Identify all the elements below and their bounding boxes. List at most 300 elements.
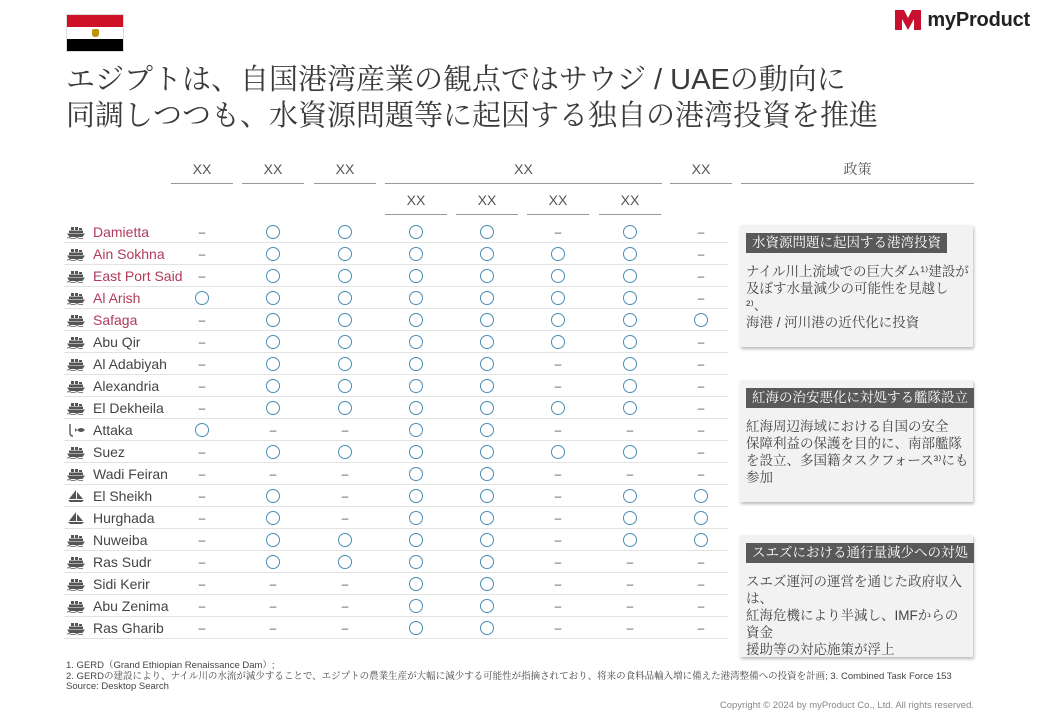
circle-icon [409, 379, 423, 393]
dash-text: – [626, 576, 634, 591]
dash-text: – [697, 576, 705, 591]
circle-icon [480, 423, 494, 437]
policy-card-suez [740, 535, 973, 657]
circle-mark-icon [253, 331, 293, 352]
policy-line: 保障利益の保護を目的に、南部艦隊 [746, 436, 962, 451]
dash-mark [538, 353, 578, 374]
circle-icon [623, 313, 637, 327]
table-row [64, 243, 728, 265]
circle-mark-icon [610, 507, 650, 528]
dash-mark [610, 595, 650, 616]
circle-mark-icon [467, 573, 507, 594]
policy-line: ナイル川上流域での巨大ダム¹⁾建設が [746, 264, 969, 279]
circle-icon [480, 621, 494, 635]
circle-mark-icon [396, 375, 436, 396]
circle-icon [409, 445, 423, 459]
circle-icon [480, 401, 494, 415]
port-name: Attaka [93, 422, 133, 438]
circle-icon [409, 247, 423, 261]
circle-mark-icon [253, 243, 293, 264]
circle-icon [338, 445, 352, 459]
circle-mark-icon [253, 507, 293, 528]
port-name: Ras Gharib [93, 620, 164, 636]
dash-text: – [198, 554, 206, 569]
circle-icon [623, 489, 637, 503]
table-row [64, 331, 728, 353]
circle-mark-icon [610, 397, 650, 418]
table-row [64, 397, 728, 419]
dash-text: – [697, 598, 705, 613]
dash-text: – [697, 246, 705, 261]
circle-mark-icon [253, 441, 293, 462]
flag-white-band [67, 27, 123, 39]
dash-text: – [198, 334, 206, 349]
dash-mark [538, 485, 578, 506]
column-header-3: XX [314, 156, 376, 184]
container-ship-icon [66, 445, 86, 459]
circle-icon [409, 313, 423, 327]
circle-mark-icon [610, 529, 650, 550]
circle-icon [623, 357, 637, 371]
dash-text: – [341, 488, 349, 503]
dash-text: – [341, 422, 349, 437]
table-row [64, 309, 728, 331]
port-name: Suez [93, 444, 125, 460]
circle-mark-icon [610, 243, 650, 264]
dash-text: – [697, 290, 705, 305]
circle-mark-icon [253, 287, 293, 308]
circle-icon [480, 577, 494, 591]
dash-text: – [341, 598, 349, 613]
circle-mark-icon [467, 463, 507, 484]
container-ship-icon [66, 599, 86, 613]
circle-icon [338, 247, 352, 261]
dash-mark [538, 507, 578, 528]
dash-text: – [269, 422, 277, 437]
dash-mark [610, 419, 650, 440]
circle-mark-icon [396, 595, 436, 616]
container-ship-icon [66, 621, 86, 635]
port-name: Safaga [93, 312, 138, 328]
circle-mark-icon [396, 353, 436, 374]
dash-text: – [198, 488, 206, 503]
sub-header-4: XX [599, 187, 661, 215]
dash-text: – [198, 532, 206, 547]
circle-mark-icon [253, 529, 293, 550]
table-row [64, 375, 728, 397]
circle-mark-icon [610, 221, 650, 242]
table-row [64, 419, 728, 441]
dash-text: – [198, 312, 206, 327]
circle-mark-icon [467, 331, 507, 352]
circle-icon [551, 247, 565, 261]
sub-header-1: XX [385, 187, 447, 215]
circle-icon [623, 269, 637, 283]
dash-mark [182, 617, 222, 638]
circle-icon [195, 423, 209, 437]
circle-icon [480, 335, 494, 349]
circle-mark-icon [467, 551, 507, 572]
circle-icon [480, 247, 494, 261]
container-ship-icon [66, 555, 86, 569]
dash-mark [182, 595, 222, 616]
dash-text: – [198, 620, 206, 635]
port-name: Nuweiba [93, 532, 148, 548]
policy-body-water [746, 263, 969, 331]
dash-mark [182, 463, 222, 484]
circle-mark-icon [182, 419, 222, 440]
circle-mark-icon [538, 441, 578, 462]
circle-icon [409, 423, 423, 437]
circle-icon [338, 357, 352, 371]
circle-mark-icon [325, 287, 365, 308]
circle-icon [623, 511, 637, 525]
myproduct-logo-icon [895, 10, 921, 30]
circle-icon [694, 511, 708, 525]
dash-text: – [697, 422, 705, 437]
column-header-2: XX [242, 156, 304, 184]
dash-mark [325, 595, 365, 616]
circle-icon [551, 445, 565, 459]
container-ship-icon [66, 335, 86, 349]
dash-mark [681, 265, 721, 286]
container-ship-icon [66, 379, 86, 393]
circle-icon [195, 291, 209, 305]
circle-mark-icon [396, 507, 436, 528]
dash-mark [681, 221, 721, 242]
circle-icon [266, 313, 280, 327]
dash-mark [538, 573, 578, 594]
circle-mark-icon [325, 397, 365, 418]
circle-icon [551, 335, 565, 349]
circle-mark-icon [325, 529, 365, 550]
dash-mark [538, 529, 578, 550]
circle-icon [266, 445, 280, 459]
dash-text: – [626, 466, 634, 481]
policy-column-header: 政策 [741, 156, 974, 184]
container-ship-icon [66, 577, 86, 591]
flag-emblem-icon [92, 29, 99, 37]
circle-icon [409, 577, 423, 591]
circle-mark-icon [538, 243, 578, 264]
circle-mark-icon [396, 551, 436, 572]
circle-icon [409, 225, 423, 239]
circle-mark-icon [610, 485, 650, 506]
circle-icon [338, 555, 352, 569]
title-line-1: エジプトは、自国港湾産業の観点ではサウジ / UAEの動向に [66, 64, 846, 96]
circle-mark-icon [467, 375, 507, 396]
circle-mark-icon [396, 397, 436, 418]
dash-mark [325, 617, 365, 638]
circle-icon [480, 357, 494, 371]
circle-icon [623, 291, 637, 305]
source-note: Source: Desktop Search [66, 681, 169, 692]
circle-mark-icon [325, 353, 365, 374]
dash-mark [253, 419, 293, 440]
circle-mark-icon [325, 309, 365, 330]
dash-text: – [697, 356, 705, 371]
dash-text: – [198, 598, 206, 613]
circle-icon [480, 489, 494, 503]
dash-mark [681, 463, 721, 484]
dash-text: – [626, 620, 634, 635]
table-row [64, 441, 728, 463]
dash-mark [610, 617, 650, 638]
circle-icon [694, 489, 708, 503]
circle-mark-icon [467, 507, 507, 528]
circle-icon [338, 313, 352, 327]
container-ship-icon [66, 401, 86, 415]
circle-icon [266, 401, 280, 415]
container-ship-icon [66, 467, 86, 481]
circle-icon [623, 379, 637, 393]
sub-header-3: XX [527, 187, 589, 215]
circle-icon [409, 489, 423, 503]
circle-icon [338, 401, 352, 415]
circle-mark-icon [467, 265, 507, 286]
circle-icon [338, 379, 352, 393]
dash-text: – [697, 444, 705, 459]
dash-mark [538, 375, 578, 396]
port-name: Ras Sudr [93, 554, 152, 570]
dash-mark [182, 375, 222, 396]
dash-mark [182, 265, 222, 286]
dash-text: – [626, 598, 634, 613]
circle-mark-icon [253, 551, 293, 572]
port-name: Damietta [93, 224, 150, 240]
container-ship-icon [66, 247, 86, 261]
table-row [64, 485, 728, 507]
circle-mark-icon [396, 441, 436, 462]
column-group-header: XX [385, 156, 662, 184]
dash-text: – [554, 224, 562, 239]
port-name: Wadi Feiran [93, 466, 168, 482]
circle-icon [338, 269, 352, 283]
circle-mark-icon [325, 375, 365, 396]
container-ship-icon [66, 269, 86, 283]
circle-mark-icon [253, 485, 293, 506]
dash-text: – [626, 422, 634, 437]
dash-mark [681, 419, 721, 440]
circle-mark-icon [610, 375, 650, 396]
circle-icon [551, 401, 565, 415]
circle-icon [266, 335, 280, 349]
dash-text: – [697, 378, 705, 393]
circle-icon [409, 467, 423, 481]
circle-mark-icon [396, 485, 436, 506]
policy-line: 及ぼす水量減少の可能性を見越し²⁾、 [746, 281, 949, 313]
dash-text: – [198, 378, 206, 393]
circle-icon [266, 555, 280, 569]
sailboat-icon [66, 511, 86, 525]
policy-line: 海港 / 河川港の近代化に投資 [746, 315, 920, 330]
circle-mark-icon [467, 617, 507, 638]
circle-icon [480, 555, 494, 569]
column-header-8: XX [670, 156, 732, 184]
circle-mark-icon [467, 397, 507, 418]
dash-text: – [697, 334, 705, 349]
circle-icon [338, 291, 352, 305]
circle-icon [480, 225, 494, 239]
dash-text: – [554, 620, 562, 635]
dash-text: – [198, 224, 206, 239]
circle-mark-icon [538, 265, 578, 286]
circle-icon [480, 511, 494, 525]
circle-icon [338, 225, 352, 239]
circle-mark-icon [396, 573, 436, 594]
footnotes [66, 661, 952, 693]
port-name: Abu Zenima [93, 598, 169, 614]
circle-icon [266, 511, 280, 525]
circle-mark-icon [467, 419, 507, 440]
policy-card-navy [740, 380, 973, 502]
dash-text: – [554, 554, 562, 569]
circle-icon [409, 511, 423, 525]
table-row [64, 551, 728, 573]
circle-icon [480, 599, 494, 613]
dash-text: – [554, 356, 562, 371]
flag-black-band [67, 39, 123, 51]
policy-line: 紅海危機により半減し、IMFからの資金 [746, 608, 959, 640]
dash-mark [253, 617, 293, 638]
dash-mark [253, 573, 293, 594]
dash-text: – [697, 620, 705, 635]
circle-mark-icon [538, 331, 578, 352]
circle-icon [266, 533, 280, 547]
circle-mark-icon [681, 485, 721, 506]
dash-text: – [198, 246, 206, 261]
circle-icon [266, 269, 280, 283]
port-name: Sidi Kerir [93, 576, 150, 592]
policy-line: 紅海周辺海域における自国の安全 [746, 419, 949, 434]
port-name: East Port Said [93, 268, 183, 284]
dash-mark [182, 331, 222, 352]
dash-text: – [198, 400, 206, 415]
circle-icon [623, 335, 637, 349]
circle-icon [623, 247, 637, 261]
sub-header-2: XX [456, 187, 518, 215]
circle-icon [480, 313, 494, 327]
circle-icon [409, 357, 423, 371]
circle-icon [409, 533, 423, 547]
policy-body-navy [746, 418, 969, 486]
circle-mark-icon [610, 331, 650, 352]
circle-mark-icon [253, 221, 293, 242]
dash-mark [681, 573, 721, 594]
circle-mark-icon [467, 529, 507, 550]
circle-mark-icon [396, 529, 436, 550]
dash-mark [681, 287, 721, 308]
dash-text: – [341, 620, 349, 635]
circle-mark-icon [467, 485, 507, 506]
fishing-port-icon [66, 423, 86, 437]
table-row [64, 287, 728, 309]
dash-mark [538, 463, 578, 484]
dash-mark [538, 595, 578, 616]
port-name: Al Adabiyah [93, 356, 167, 372]
table-row [64, 265, 728, 287]
port-name: Abu Qir [93, 334, 141, 350]
dash-mark [182, 309, 222, 330]
dash-text: – [198, 510, 206, 525]
circle-mark-icon [681, 309, 721, 330]
circle-mark-icon [610, 265, 650, 286]
port-name: Alexandria [93, 378, 160, 394]
dash-mark [325, 507, 365, 528]
dash-mark [538, 419, 578, 440]
dash-mark [325, 485, 365, 506]
page-title [66, 62, 1016, 134]
circle-mark-icon [610, 309, 650, 330]
circle-icon [551, 291, 565, 305]
circle-icon [266, 225, 280, 239]
dash-text: – [697, 224, 705, 239]
policy-line: 援助等の対応施策が浮上 [746, 642, 895, 657]
dash-mark [681, 353, 721, 374]
circle-icon [480, 291, 494, 305]
circle-icon [266, 357, 280, 371]
circle-icon [338, 335, 352, 349]
circle-icon [480, 269, 494, 283]
port-name: Ain Sokhna [93, 246, 165, 262]
dash-text: – [269, 576, 277, 591]
brand-name: myProduct [927, 8, 1030, 31]
circle-icon [480, 445, 494, 459]
dash-mark [681, 551, 721, 572]
policy-body-suez [746, 573, 969, 658]
dash-mark [182, 551, 222, 572]
policy-line: を設立、多国籍タスクフォース³⁾にも [746, 453, 969, 468]
dash-mark [610, 573, 650, 594]
footnote-2: 2. GERDの建設により、ナイル川の水流が減少することで、エジプトの農業生産が大幅に減少する可能性が指摘されており、将来の食料品輸入増に備えた港湾整備への投資を計画; 3. Combined Task Force 153 [66, 670, 952, 682]
dash-text: – [269, 620, 277, 635]
dash-text: – [554, 466, 562, 481]
circle-icon [409, 291, 423, 305]
dash-text: – [198, 268, 206, 283]
circle-mark-icon [396, 309, 436, 330]
port-name: El Sheikh [93, 488, 153, 504]
dash-mark [182, 441, 222, 462]
table-row [64, 353, 728, 375]
table-row [64, 617, 728, 639]
dash-mark [182, 397, 222, 418]
circle-icon [338, 533, 352, 547]
circle-mark-icon [467, 287, 507, 308]
circle-mark-icon [396, 221, 436, 242]
container-ship-icon [66, 291, 86, 305]
circle-mark-icon [538, 397, 578, 418]
dash-mark [681, 617, 721, 638]
port-name: Al Arish [93, 290, 141, 306]
circle-icon [409, 335, 423, 349]
circle-mark-icon [253, 353, 293, 374]
dash-mark [325, 463, 365, 484]
circle-mark-icon [396, 243, 436, 264]
dash-text: – [697, 400, 705, 415]
dash-mark [325, 573, 365, 594]
policy-card-water [740, 225, 973, 347]
brand-logo [895, 8, 1030, 32]
circle-icon [266, 247, 280, 261]
dash-mark [182, 529, 222, 550]
dash-mark [681, 331, 721, 352]
port-name: Hurghada [93, 510, 155, 526]
port-name: El Dekheila [93, 400, 164, 416]
dash-text: – [554, 576, 562, 591]
circle-icon [551, 313, 565, 327]
circle-mark-icon [325, 441, 365, 462]
circle-icon [623, 401, 637, 415]
